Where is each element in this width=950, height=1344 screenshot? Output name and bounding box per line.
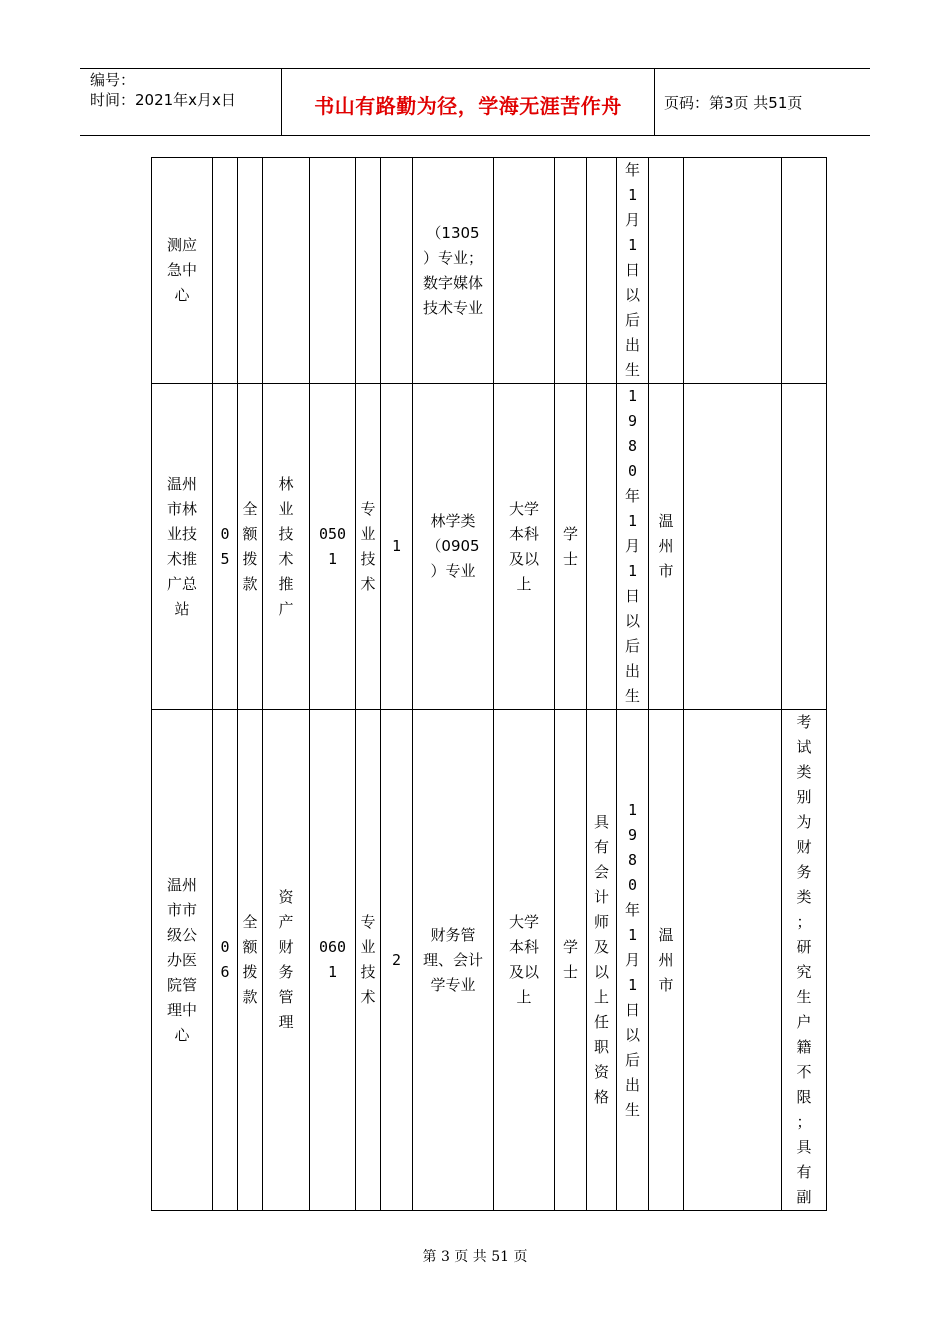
cell-other xyxy=(684,710,782,1211)
table-row xyxy=(152,710,827,1211)
recruitment-table xyxy=(151,157,827,1211)
header-bottom-rule xyxy=(80,135,870,136)
header-slogan: 书山有路勤为径，学海无涯苦作舟 xyxy=(314,94,622,118)
cell-unit: 温州 市林 业技 术推 广总 站 xyxy=(152,384,213,710)
cell-education xyxy=(494,158,555,384)
cell-age: 年 1 月 1 日 以 后 出 生 xyxy=(617,158,649,384)
cell-degree: 学 士 xyxy=(555,384,587,710)
cell-unit: 测应 急中 心 xyxy=(152,158,213,384)
cell-position xyxy=(263,158,310,384)
cell-qualification xyxy=(587,158,617,384)
cell-education: 大学 本科 及以 上 xyxy=(494,710,555,1211)
cell-education: 大学 本科 及以 上 xyxy=(494,384,555,710)
cell-note xyxy=(782,384,827,710)
cell-unit: 温州 市市 级公 办医 院管 理中 心 xyxy=(152,710,213,1211)
cell-degree: 学 士 xyxy=(555,710,587,1211)
cell-funding: 全 额 拨 款 xyxy=(238,710,263,1211)
cell-funding xyxy=(238,158,263,384)
cell-age: 1 9 8 0 年 1 月 1 日 以 后 出 生 xyxy=(617,384,649,710)
cell-count: 2 xyxy=(381,710,413,1211)
header-meta xyxy=(90,70,236,110)
cell-position: 林 业 技 术 推 广 xyxy=(263,384,310,710)
table-row xyxy=(152,158,827,384)
table-row xyxy=(152,384,827,710)
cell-category xyxy=(356,158,381,384)
cell-location: 温 州 市 xyxy=(649,384,684,710)
cell-code xyxy=(310,158,356,384)
cell-category: 专 业 技 术 xyxy=(356,710,381,1211)
header-divider-right xyxy=(654,68,655,135)
cell-major: 财务管 理、会计 学专业 xyxy=(413,710,494,1211)
cell-qualification: 具 有 会 计 师 及 以 上 任 职 资 格 xyxy=(587,710,617,1211)
cell-qualification xyxy=(587,384,617,710)
page-footer: 第 3 页 共 51 页 xyxy=(422,1249,528,1265)
cell-funding: 全 额 拨 款 xyxy=(238,384,263,710)
cell-position: 资 产 财 务 管 理 xyxy=(263,710,310,1211)
cell-degree xyxy=(555,158,587,384)
cell-no xyxy=(213,158,238,384)
cell-age: 1 9 8 0 年 1 月 1 日 以 后 出 生 xyxy=(617,710,649,1211)
cell-category: 专 业 技 术 xyxy=(356,384,381,710)
cell-note xyxy=(782,158,827,384)
cell-major: （1305 ）专业； 数字媒体 技术专业 xyxy=(413,158,494,384)
cell-other xyxy=(684,384,782,710)
cell-location xyxy=(649,158,684,384)
cell-location: 温 州 市 xyxy=(649,710,684,1211)
cell-note: 考 试 类 别 为 财 务 类 ； 研 究 生 户 籍 不 限 ； 具 有 副 xyxy=(782,710,827,1211)
cell-no: 0 5 xyxy=(213,384,238,710)
cell-count: 1 xyxy=(381,384,413,710)
cell-count xyxy=(381,158,413,384)
cell-other xyxy=(684,158,782,384)
header-top-rule xyxy=(80,68,870,69)
cell-code: 060 1 xyxy=(310,710,356,1211)
cell-major: 林学类 （0905 ）专业 xyxy=(413,384,494,710)
cell-no: 0 6 xyxy=(213,710,238,1211)
header-page-label: 页码：第3页 共51页 xyxy=(664,94,803,112)
code-label: 编号： xyxy=(90,71,136,89)
time-label: 时间：2021年x月x日 xyxy=(90,91,236,109)
cell-code: 050 1 xyxy=(310,384,356,710)
